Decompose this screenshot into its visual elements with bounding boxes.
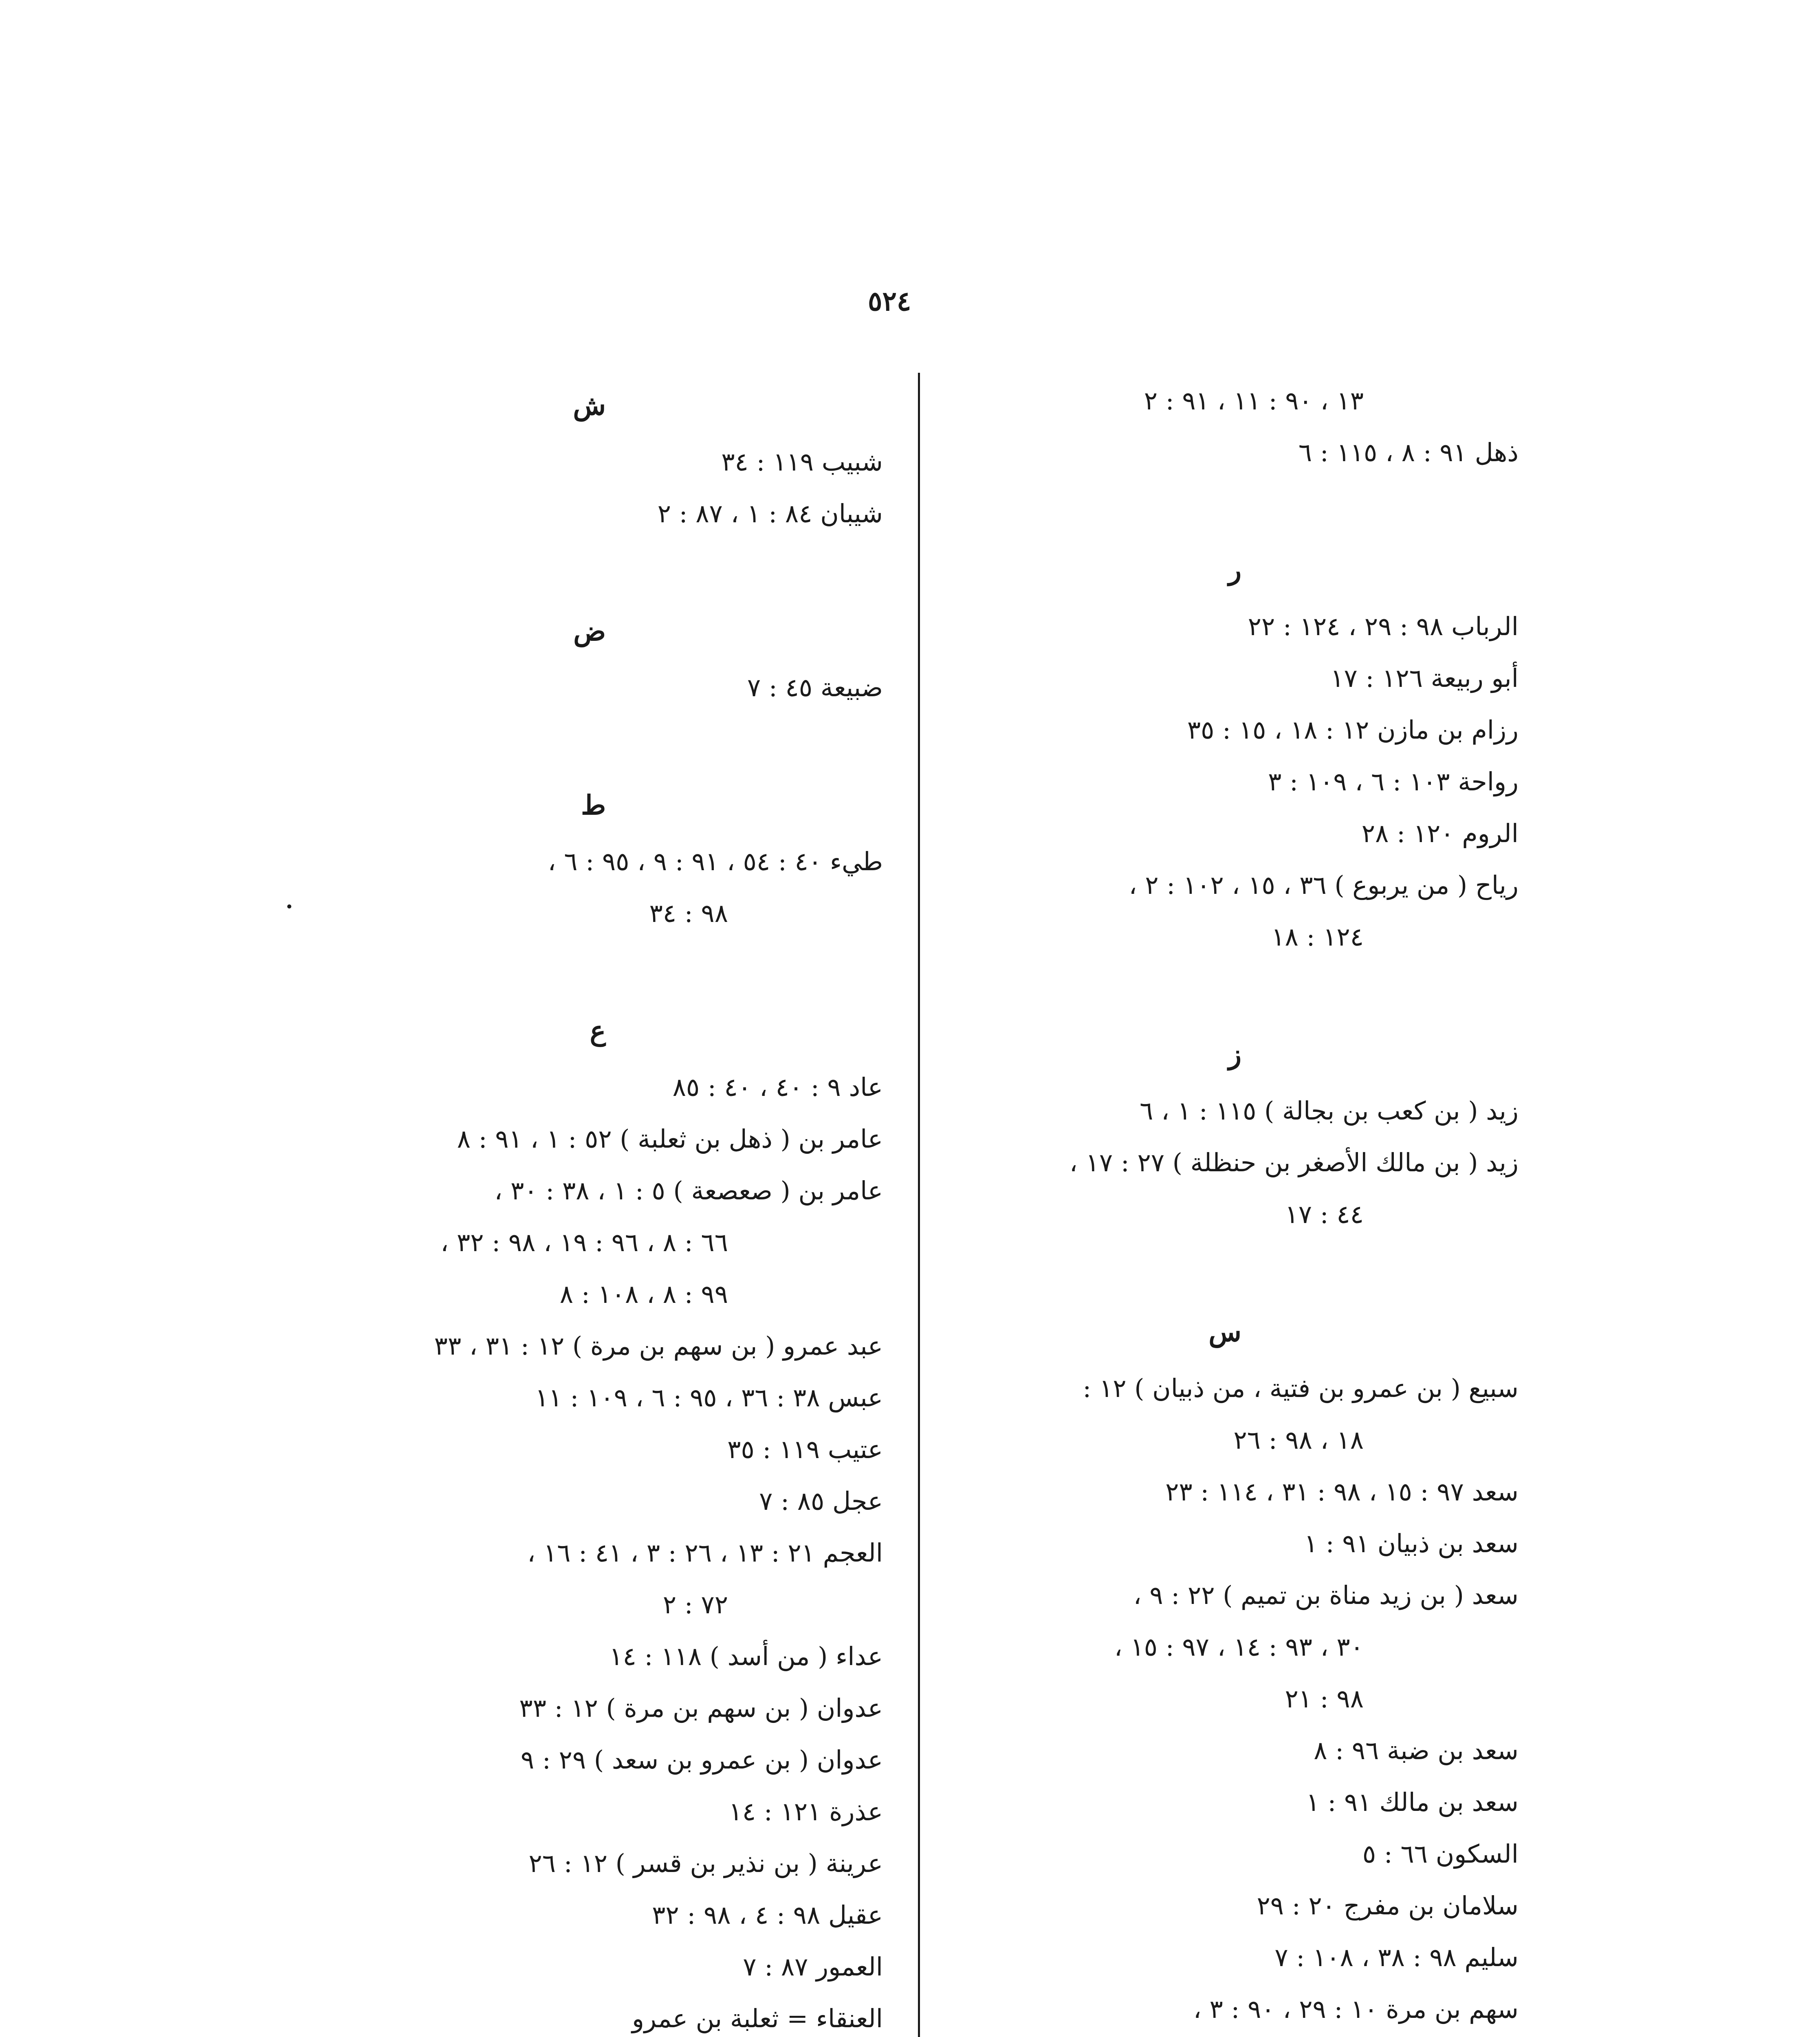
section-gap [190, 539, 883, 601]
section-gap [858, 963, 1519, 1024]
index-entry: ضبيعة ٤٥ : ٧ [747, 673, 883, 702]
index-entry-continuation: ٣٠ ، ٩٣ : ١٤ ، ٩٧ : ١٥ ، [1114, 1632, 1364, 1662]
index-entry: عبس ٣٨ : ٣٦ ، ٩٥ : ٦ ، ١٠٩ : ١١ [535, 1383, 883, 1412]
index-entry: سعد ( بن زيد مناة بن تميم ) ٢٢ : ٩ ، [1133, 1580, 1519, 1610]
index-entry: سعد بن ضبة ٩٦ : ٨ [1314, 1736, 1519, 1765]
index-entry: رزام بن مازن ١٢ : ١٨ ، ١٥ : ٣٥ [1187, 715, 1519, 745]
index-entry: أبو ربيعة ١٢٦ : ١٧ [1330, 663, 1519, 693]
index-entry: سهم بن مرة ١٠ : ٢٩ ، ٩٠ : ٣ ، [1193, 1994, 1519, 2024]
index-entry: شيبان ٨٤ : ١ ، ٨٧ : ٢ [657, 499, 883, 528]
index-entry-continuation: ٩٨ : ٢١ [1285, 1684, 1364, 1714]
index-entry-continuation [858, 2035, 1519, 2037]
index-column-right [858, 375, 1519, 2037]
index-entry-continuation: ٧٢ : ٢ [662, 1590, 728, 1619]
index-entry: عرينة ( بن نذير بن قسر ) ١٢ : ٢٦ [528, 1848, 883, 1878]
section-gap [858, 478, 1519, 539]
index-entry: ذهل ٩١ : ٨ ، ١١٥ : ٦ [1298, 438, 1519, 467]
index-entry: العمور ٨٧ : ٧ [743, 1952, 883, 1982]
index-column-left [190, 375, 883, 2037]
index-entry: الرباب ٩٨ : ٢٩ ، ١٢٤ : ٢٢ [1248, 612, 1519, 641]
index-entry: عتيب ١١٩ : ٣٥ [727, 1434, 883, 1464]
index-entry: زيد ( بن مالك الأصغر بن حنظلة ) ٢٧ : ١٧ ، [1069, 1148, 1519, 1177]
index-entry: السكون ٦٦ : ٥ [1362, 1839, 1519, 1869]
index-entry: سلامان بن مفرج ٢٠ : ٢٩ [1257, 1891, 1519, 1920]
index-entry: سعد ٩٧ : ١٥ ، ٩٨ : ٣١ ، ١١٤ : ٢٣ [1165, 1477, 1519, 1507]
index-entry: سليم ٩٨ : ٣٨ ، ١٠٨ : ٧ [1274, 1942, 1519, 1972]
section-letter: ض [573, 615, 606, 647]
index-entry: عبد عمرو ( بن سهم بن مرة ) ١٢ : ٣١ ، ٣٣ [434, 1331, 883, 1361]
stray-mark [287, 904, 291, 909]
page-number: ٥٢٤ [868, 285, 911, 317]
index-entry-continuation: ٤٤ : ١٧ [1285, 1199, 1364, 1229]
index-entry: عذرة ١٢١ : ١٤ [728, 1797, 883, 1826]
index-entry-continuation: ١٣ ، ٩٠ : ١١ ، ٩١ : ٢ [1144, 386, 1364, 416]
index-entry: عامر بن ( صعصعة ) ٥ : ١ ، ٣٨ : ٣٠ ، [494, 1176, 883, 1205]
index-entry-continuation: ١٢٤ : ١٨ [1271, 922, 1364, 952]
index-entry: عدوان ( بن سهم بن مرة ) ١٢ : ٣٣ [519, 1693, 883, 1723]
section-gap [190, 713, 883, 774]
index-entry: رياح ( من يربوع ) ٣٦ ، ١٥ ، ١٠٢ : ٢ ، [1129, 870, 1519, 900]
section-letter: ط [581, 789, 606, 821]
index-entry: الروم ١٢٠ : ٢٨ [1361, 818, 1519, 848]
index-entry: سبيع ( بن عمرو بن فتية ، من ذبيان ) ١٢ : [1083, 1373, 1519, 1403]
index-entry: سعد بن ذبيان ٩١ : ١ [1304, 1529, 1519, 1558]
index-entry: عدوان ( بن عمرو بن سعد ) ٢٩ : ٩ [520, 1745, 883, 1775]
index-entry: العنقاء = ثعلبة بن عمرو [632, 2004, 883, 2033]
index-entry: عداء ( من أسد ) ١١٨ : ١٤ [609, 1641, 883, 1671]
index-entry: طيء ٤٠ : ٥٤ ، ٩١ : ٩ ، ٩٥ : ٦ ، [548, 847, 883, 876]
section-letter: ع [590, 1015, 606, 1047]
index-entry: عامر بن ( ذهل بن ثعلبة ) ٥٢ : ١ ، ٩١ : ٨ [457, 1124, 883, 1154]
index-entry: عجل ٨٥ : ٧ [759, 1486, 883, 1516]
index-entry-continuation: ٩٩ : ٨ ، ١٠٨ : ٨ [559, 1279, 728, 1309]
section-gap [858, 1240, 1519, 1301]
index-entry: عقيل ٩٨ : ٤ ، ٩٨ : ٣٢ [652, 1900, 883, 1930]
section-gap [190, 939, 883, 1000]
section-letter: ز [1228, 1038, 1241, 1070]
index-entry-continuation: ٦٦ : ٨ ، ٩٦ : ١٩ ، ٩٨ : ٣٢ ، [440, 1227, 728, 1257]
index-entry: شبيب ١١٩ : ٣٤ [721, 447, 883, 477]
index-entry: رواحة ١٠٣ : ٦ ، ١٠٩ : ٣ [1268, 767, 1519, 796]
index-entry: عاد ٩ : ٤٠ ، ٤٠ : ٨٥ [672, 1072, 883, 1102]
index-entry-continuation: ٩٨ : ٣٤ [649, 898, 728, 928]
section-letter: ر [1228, 554, 1241, 586]
section-letter: س [1208, 1316, 1241, 1348]
index-entry: زيد ( بن كعب بن بجالة ) ١١٥ : ١ ، ٦ [1140, 1096, 1519, 1126]
index-entry: العجم ٢١ : ١٣ ، ٢٦ : ٣ ، ٤١ : ١٦ ، [527, 1538, 883, 1568]
index-entry-continuation: ١٨ ، ٩٨ : ٢٦ [1233, 1425, 1364, 1455]
section-letter: ش [573, 389, 606, 421]
index-entry: سعد بن مالك ٩١ : ١ [1306, 1787, 1519, 1817]
